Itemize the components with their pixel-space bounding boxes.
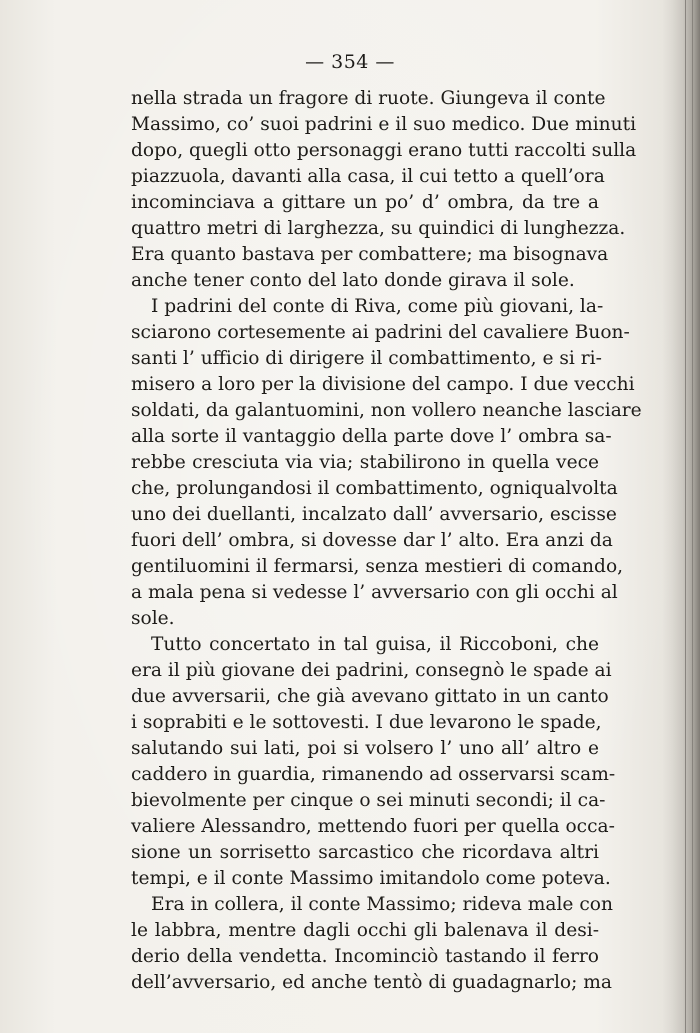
text-line: due avversarii, che già avevano gittato in un canto xyxy=(131,686,609,707)
text-line: alla sorte il vantaggio della parte dove l’ ombra sa- xyxy=(131,426,612,447)
text-line: Era in collera, il conte Massimo; rideva male con xyxy=(151,894,613,915)
text-line: fuori dell’ ombra, si dovesse dar l’ alto. Era anzi da xyxy=(131,530,613,551)
text-line: a mala pena si vedesse l’ avversario con gli occhi al xyxy=(131,582,618,603)
text-line: sole. xyxy=(131,608,175,629)
text-line: gentiluomini il fermarsi, senza mestieri di comando, xyxy=(131,556,624,577)
text-line: le labbra, mentre dagli occhi gli balenava il desi- xyxy=(131,920,599,941)
text-line: derio della vendetta. Incominciò tastando il ferro xyxy=(131,946,599,967)
text-line: sciarono cortesemente ai padrini del cavaliere Buon- xyxy=(131,322,630,343)
text-line: misero a loro per la divisione del campo. I due vecchi xyxy=(131,374,635,395)
page-edge-line xyxy=(692,0,693,1033)
text-line: caddero in guardia, rimanendo ad osservarsi scam- xyxy=(131,764,616,785)
text-line: rebbe cresciuta via via; stabilirono in quella vece xyxy=(131,452,599,473)
body-text xyxy=(131,86,642,996)
text-line: piazzuola, davanti alla casa, il cui tetto a quell’ora xyxy=(131,166,605,187)
text-line: Era quanto bastava per combattere; ma bisognava xyxy=(131,244,609,265)
page-edge-line xyxy=(685,0,686,1033)
text-line: sione un sorrisetto sarcastico che ricordava altri xyxy=(131,842,599,863)
text-line: I padrini del conte di Riva, come più giovani, la- xyxy=(151,296,604,317)
text-line: bievolmente per cinque o sei minuti secondi; il ca- xyxy=(131,790,606,811)
text-line: i soprabiti e le sottovesti. I due levarono le spade, xyxy=(131,712,602,733)
text-line: dopo, quegli otto personaggi erano tutti raccolti sulla xyxy=(131,140,637,161)
text-line: uno dei duellanti, incalzato dall’ avversario, escisse xyxy=(131,504,617,525)
text-line: quattro metri di larghezza, su quindici di lunghezza. xyxy=(131,218,626,239)
text-line: tempi, e il conte Massimo imitandolo come poteva. xyxy=(131,868,611,889)
text-line: valiere Alessandro, mettendo fuori per quella occa- xyxy=(131,816,615,837)
text-line: anche tener conto del lato donde girava il sole. xyxy=(131,270,575,291)
text-line: dell’avversario, ed anche tentò di guadagnarlo; ma xyxy=(131,972,612,993)
text-line: Tutto concertato in tal guisa, il Riccoboni, che xyxy=(151,634,599,655)
text-line: salutando sui lati, poi si volsero l’ uno all’ altro e xyxy=(131,738,599,759)
text-line: che, prolungandosi il combattimento, ogniqualvolta xyxy=(131,478,618,499)
text-line: Massimo, co’ suoi padrini e il suo medico. Due minuti xyxy=(131,114,637,135)
page-binding-shadow xyxy=(662,0,700,1033)
text-line: era il più giovane dei padrini, consegnò le spade ai xyxy=(131,660,612,681)
text-line: nella strada un fragore di ruote. Giungeva il conte xyxy=(131,88,606,109)
page-number: — 354 — xyxy=(305,51,395,73)
text-line: incominciava a gittare un po’ d’ ombra, da tre a xyxy=(131,192,599,213)
text-line: santi l’ ufficio di dirigere il combattimento, e si ri- xyxy=(131,348,602,369)
text-line: soldati, da galantuomini, non vollero neanche lasciare xyxy=(131,400,642,421)
